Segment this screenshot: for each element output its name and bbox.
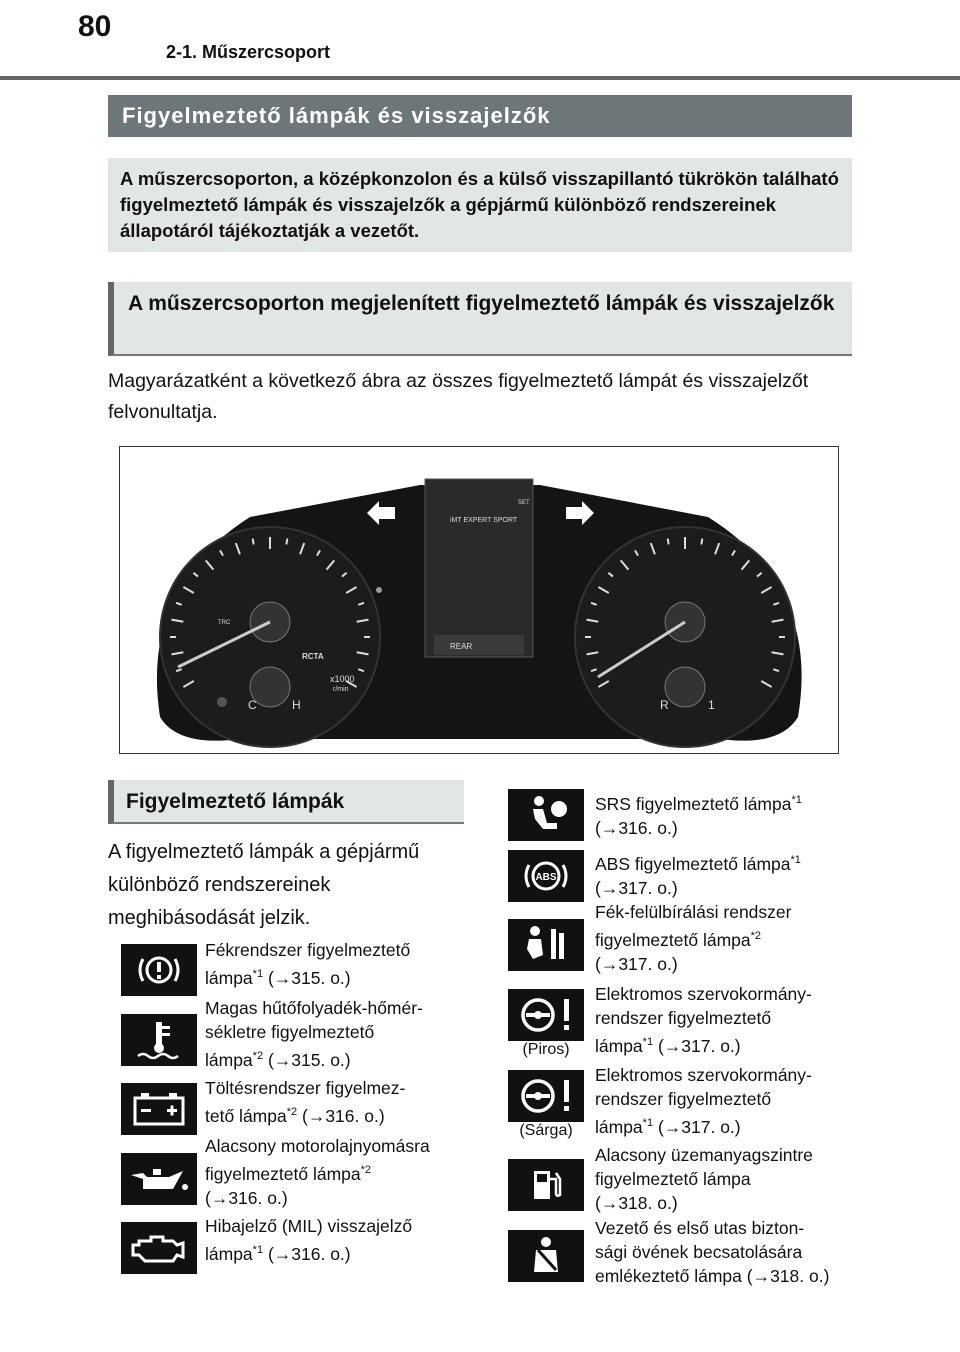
rpm-label: x1000 <box>330 674 355 684</box>
section2-heading: Figyelmeztető lámpák <box>108 780 464 824</box>
engine-desc: Hibajelző (MIL) visszajelző lámpa$^{*1}$ (→316. o.) <box>205 1216 413 1264</box>
section2-paragraph: A figyelmeztető lámpák a gépjármű különböző rendszereinek meghibásodását jelzik. <box>108 841 420 929</box>
rpm-unit: r/min <box>333 686 349 693</box>
set-label: SET <box>518 500 530 506</box>
rcta-label: RCTA <box>302 652 324 661</box>
section-banner: Figyelmeztető lámpák és visszajelzők <box>108 95 852 137</box>
eps-red-desc: Elektromos szervokormány- rendszer figyelmeztető lámpa$^{*1}$ (→317. o.) <box>595 984 812 1056</box>
hot-label: H <box>292 698 301 712</box>
oil-pressure-desc: Alacsony motorolajnyomásra figyelmeztető lámpa$^{*2}$ (→316. o.) <box>205 1136 430 1208</box>
page-number: 80 <box>78 10 112 43</box>
fuel-full-label: 1 <box>708 698 715 712</box>
battery-icon <box>121 1083 197 1135</box>
center-display-label: iMT EXPERT SPORT <box>450 517 518 524</box>
eps-yellow-tag: (Sárga) <box>519 1122 573 1139</box>
seatbelt-desc: Vezető és első utas bizton- sági övének becsatolására emlékeztető lámpa (→318. o.) <box>595 1218 830 1286</box>
seatbelt-icon <box>508 1230 584 1282</box>
intro-box: A műszercsoporton, a középkonzolon és a külső visszapillantó tükrökön található figyelmeztető lámpák és visszajelzők a gépjármű különböző rendszereinek állapotáról tájékoztatják a vezetőt. <box>108 158 852 252</box>
fuel-empty-label: R <box>660 698 669 712</box>
header-rule <box>0 76 960 80</box>
cluster-figure <box>119 446 839 754</box>
engine-icon <box>121 1222 197 1274</box>
coolant-temp-desc: Magas hűtőfolyadék-hőmér- sékletre figyelmeztető lámpa$^{*2}$ (→315. o.) <box>205 998 423 1070</box>
eps-red-tag: (Piros) <box>522 1041 570 1058</box>
coolant-temp-icon <box>121 1014 197 1066</box>
fuel-icon <box>508 1159 584 1211</box>
brake-override-icon <box>508 919 584 971</box>
subheading: A műszercsoporton megjelenített figyelmeztető lámpák és visszajelzők <box>108 282 852 356</box>
cluster-illustration <box>120 447 838 753</box>
rear-label: REAR <box>450 642 473 651</box>
brake-warning-icon <box>121 944 197 996</box>
eps-yellow-icon <box>508 1070 584 1122</box>
oil-pressure-icon <box>121 1153 197 1205</box>
running-head: 2-1. Műszercsoport <box>166 42 331 62</box>
srs-airbag-icon <box>508 789 584 841</box>
svg-text:ABS: ABS <box>535 872 557 883</box>
brake-override-desc: Fék-felülbírálási rendszer figyelmeztető lámpa$^{*2}$ (→317. o.) <box>595 902 792 974</box>
trc-label: TRC <box>218 620 231 626</box>
battery-desc: Töltésrendszer figyelmez- tető lámpa$^{*2}$ (→316. o.) <box>205 1078 406 1126</box>
abs-desc: ABS figyelmeztető lámpa$^{*1}$ (→317. o.) <box>595 853 801 898</box>
srs-desc: SRS figyelmeztető lámpa$^{*1}$ (→316. o.) <box>595 793 802 838</box>
abs-icon <box>508 850 584 902</box>
fuel-desc: Alacsony üzemanyagszintre figyelmeztető lámpa (→318. o.) <box>595 1145 813 1213</box>
eps-yellow-desc: Elektromos szervokormány- rendszer figyelmeztető lámpa$^{*1}$ (→317. o.) <box>595 1065 812 1137</box>
eps-red-icon <box>508 989 584 1041</box>
explanation-paragraph: Magyarázatként a következő ábra az összes figyelmeztető lámpát és visszajelzőt felvonultatja. <box>108 370 809 423</box>
brake-warning-desc: Fékrendszer figyelmeztető lámpa$^{*1}$ (→315. o.) <box>205 940 411 988</box>
cold-label: C <box>248 698 257 712</box>
